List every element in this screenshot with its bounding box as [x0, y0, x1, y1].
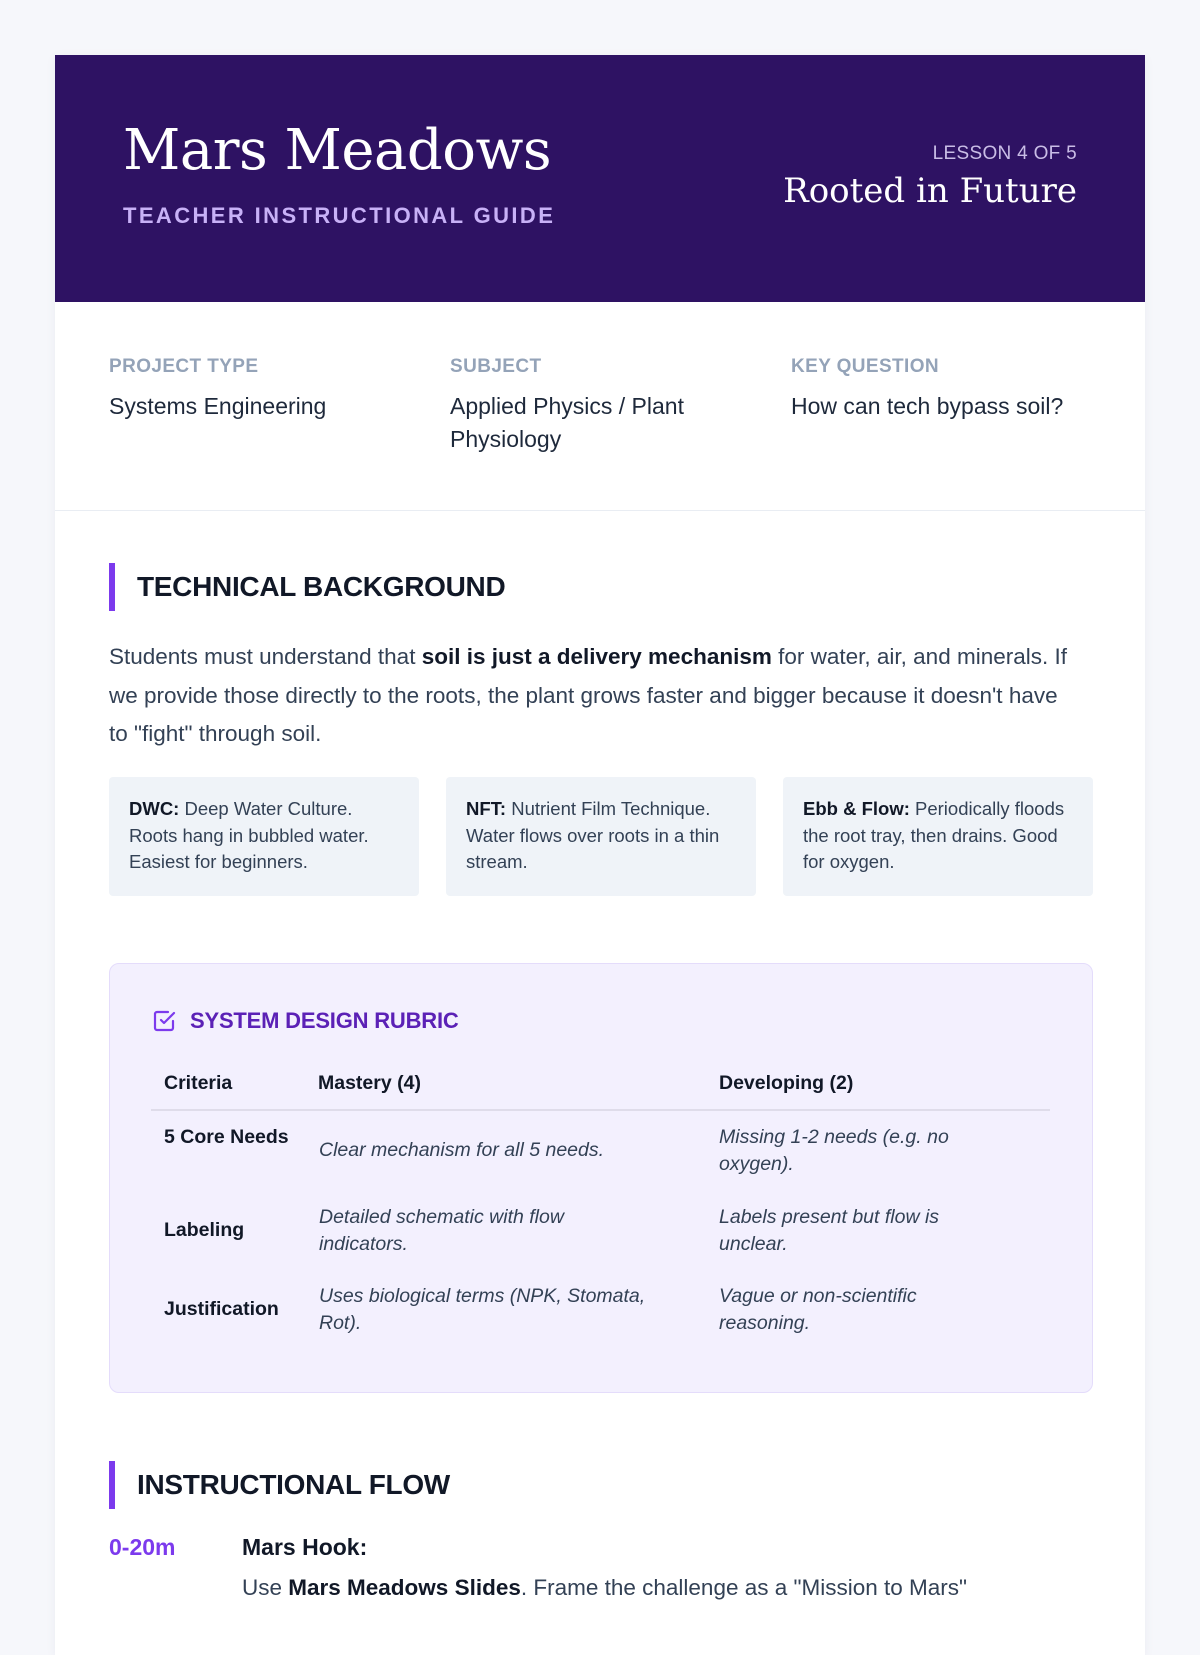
rubric-criteria: Labeling [164, 1219, 245, 1241]
meta-key-question [791, 357, 1111, 423]
method-card-ebb-flow [783, 777, 1093, 896]
method-term: Ebb & Flow: [803, 798, 910, 819]
method-term: NFT: [466, 798, 507, 819]
intro-text: Students must understand that [109, 644, 422, 669]
meta-value: How can tech bypass soil? [791, 393, 1064, 419]
method-term: DWC: [129, 798, 180, 819]
rubric-criteria: 5 Core Needs [164, 1126, 289, 1148]
meta-subject [450, 357, 750, 456]
page-subtitle: TEACHER INSTRUCTIONAL GUIDE [123, 203, 556, 228]
intro-text: for water, air, and minerals. If we provide those directly to the roots, the plant grows faster and bigger because it doesn't have to "fight" through soil. [109, 644, 1067, 746]
lesson-meta [55, 302, 1145, 511]
meta-label: KEY QUESTION [791, 356, 940, 377]
system-design-rubric [109, 963, 1093, 1393]
meta-value: Applied Physics / Plant Physiology [450, 393, 684, 452]
flow-time: 0-20m [109, 1534, 176, 1560]
instructional-flow-heading: INSTRUCTIONAL FLOW [109, 1461, 450, 1509]
technical-intro [109, 638, 1069, 754]
page-header [55, 55, 1145, 302]
lesson-name: Rooted in Future [783, 171, 1077, 211]
meta-label: PROJECT TYPE [109, 356, 259, 377]
rubric-title: SYSTEM DESIGN RUBRIC [190, 1008, 459, 1033]
check-square-icon [152, 1009, 176, 1033]
method-text: Periodically floods the root tray, then drains. Good for oxygen. [803, 798, 1065, 872]
flow-step-title: Mars Hook: [242, 1534, 368, 1560]
flow-text: Use [242, 1575, 289, 1600]
page-title: Mars Meadows [123, 118, 552, 183]
method-card-nft [446, 777, 756, 896]
rubric-column-criteria: Criteria [164, 1072, 233, 1094]
lesson-number: LESSON 4 OF 5 [932, 143, 1077, 164]
method-text: Nutrient Film Technique. Water flows over roots in a thin stream. [466, 798, 720, 872]
meta-value: Systems Engineering [109, 393, 327, 419]
meta-project-type [109, 357, 409, 423]
rubric-mastery-cell: Clear mechanism for all 5 needs. [319, 1139, 605, 1161]
rubric-column-developing: Developing (2) [719, 1072, 854, 1094]
rubric-criteria: Justification [164, 1298, 279, 1320]
rubric-column-mastery: Mastery (4) [318, 1072, 421, 1094]
flow-text: . Frame the challenge as a "Mission to Mars" [520, 1575, 968, 1600]
rubric-mastery-cell: Detailed schematic with flow indicators. [319, 1206, 564, 1255]
rubric-developing-cell: Vague or non-scientific reasoning. [719, 1285, 917, 1334]
meta-label: SUBJECT [450, 356, 542, 377]
rubric-developing-cell: Labels present but flow is unclear. [719, 1206, 940, 1255]
method-card-dwc [109, 777, 419, 896]
rubric-developing-cell: Missing 1-2 needs (e.g. no oxygen). [719, 1126, 949, 1175]
method-text: Deep Water Culture. Roots hang in bubbled water. Easiest for beginners. [129, 798, 369, 872]
rubric-mastery-cell: Uses biological terms (NPK, Stomata, Rot). [319, 1285, 646, 1334]
rubric-divider [151, 1109, 1050, 1111]
technical-background-heading: TECHNICAL BACKGROUND [109, 563, 505, 611]
slides-reference: Mars Meadows Slides [288, 1575, 521, 1600]
flow-step-description [242, 1573, 1102, 1603]
guide-page [55, 55, 1145, 1655]
intro-emphasis: soil is just a delivery mechanism [421, 644, 772, 669]
